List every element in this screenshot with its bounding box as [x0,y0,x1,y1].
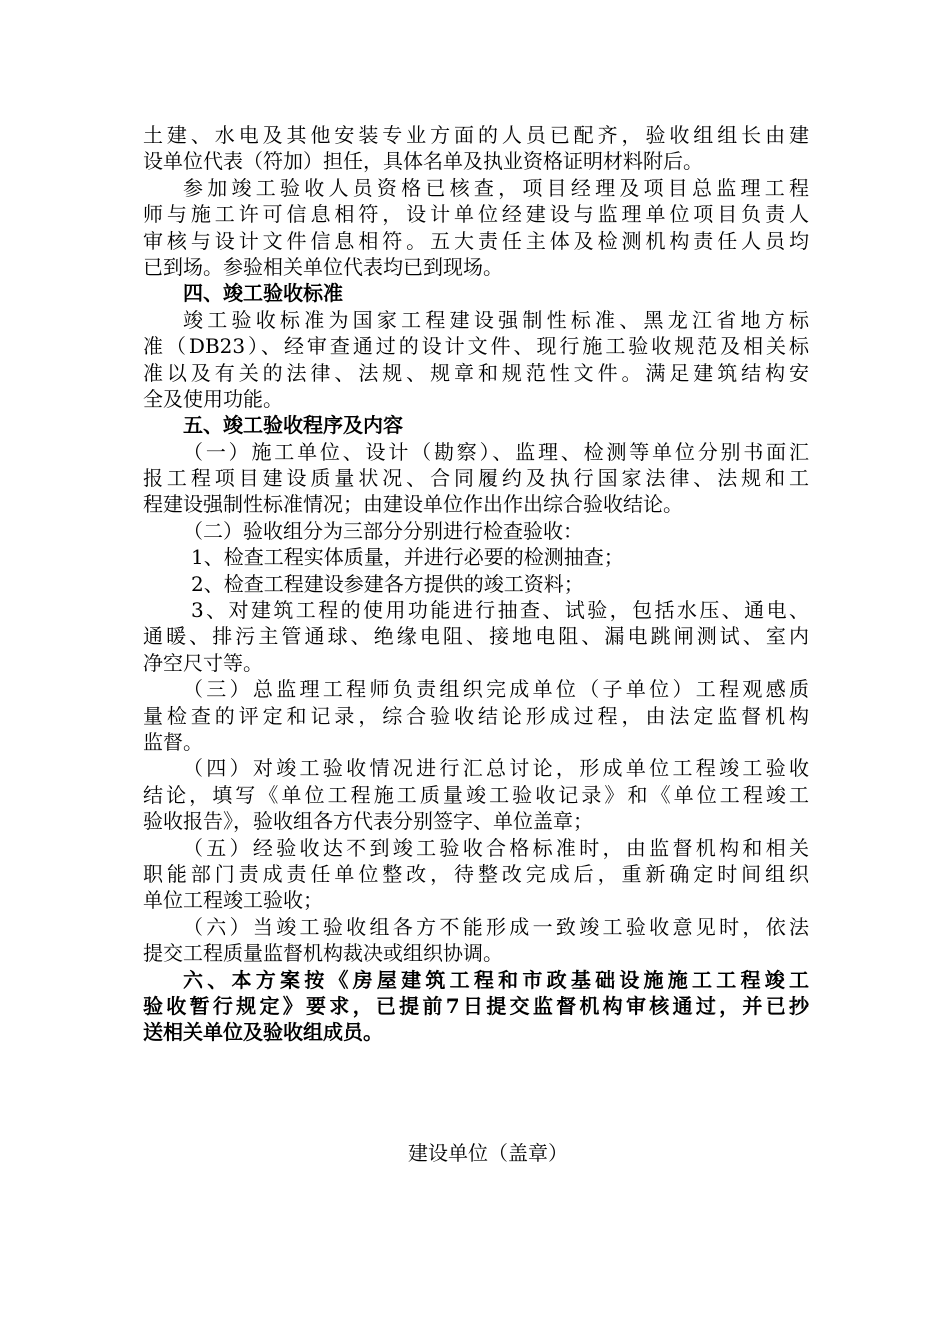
paragraph-line: 验收暂行规定》要求，已提前7日提交监督机构审核通过，并已抄 [143,993,809,1018]
list-item: 2、检查工程建设参建各方提供的竣工资料； [191,571,584,596]
paragraph-line: 净空尺寸等。 [143,650,263,675]
paragraph-line: 结论，填写《单位工程施工质量竣工验收记录》和《单位工程竣工 [143,782,809,807]
paragraph-line: 土建、水电及其他安装专业方面的人员已配齐，验收组组长由建 [143,123,809,147]
paragraph-line: 职能部门责成责任单位整改，待整改完成后，重新确定时间组织 [143,861,809,886]
signature-label: 建设单位（盖章） [408,1141,568,1165]
paragraph-line: 监督。 [143,729,203,754]
list-item: 1、检查工程实体质量，并进行必要的检测抽查； [191,545,624,570]
section-heading: 六、本方案按《房屋建筑工程和市政基础设施施工工程竣工 [183,967,809,992]
paragraph-line: 提交工程质量监督机构裁决或组织协调。 [143,941,503,966]
document-body [143,122,809,1046]
paragraph-line: 已到场。参验相关单位代表均已到现场。 [143,254,503,279]
paragraph-line: 通暖、排污主管通球、绝缘电阻、接地电阻、漏电跳闸测试、室内 [143,624,809,649]
paragraph-line: （一）施工单位、设计（勘察）、监理、检测等单位分别书面汇 [183,439,809,464]
paragraph-line: 审核与设计文件信息相符。五大责任主体及检测机构责任人员均 [143,228,809,253]
paragraph-line: 单位工程竣工验收； [143,888,323,913]
paragraph-line: 师与施工许可信息相符，设计单位经建设与监理单位项目负责人 [143,202,809,227]
section-heading: 四、竣工验收标准 [183,281,343,306]
paragraph-line: 送相关单位及验收组成员。 [143,1020,383,1045]
paragraph-line: 程建设强制性标准情况；由建设单位作出作出综合验收结论。 [143,492,683,517]
paragraph-line: 量检查的评定和记录，综合验收结论形成过程，由法定监督机构 [143,703,809,728]
paragraph-line: （六）当竣工验收组各方不能形成一致竣工验收意见时，依法 [183,914,809,939]
paragraph-line: （二）验收组分为三部分分别进行检查验收： [183,518,583,543]
paragraph-line: 验收报告》，验收组各方代表分别签字、单位盖章； [143,809,593,834]
list-item: 3、对建筑工程的使用功能进行抽查、试验，包括水压、通电、 [191,598,809,623]
paragraph-line: 全及使用功能。 [143,386,283,411]
paragraph-line: 准（DB23）、经审查通过的设计文件、现行施工验收规范及相关标 [143,334,809,359]
paragraph-line: 参加竣工验收人员资格已核查，项目经理及项目总监理工程 [183,175,809,200]
paragraph-line: 设单位代表（符加）担任，具体名单及执业资格证明材料附后。 [143,149,703,174]
paragraph-line: 竣工验收标准为国家工程建设强制性标准、黑龙江省地方标 [183,307,809,332]
paragraph-line: 报工程项目建设质量状况、合同履约及执行国家法律、法规和工 [143,466,809,491]
paragraph-line: （四）对竣工验收情况进行汇总讨论，形成单位工程竣工验收 [183,756,809,781]
paragraph-line: （三）总监理工程师负责组织完成单位（子单位）工程观感质 [183,677,809,702]
paragraph-line: （五）经验收达不到竣工验收合格标准时，由监督机构和相关 [183,835,809,860]
section-heading: 五、竣工验收程序及内容 [183,413,403,438]
paragraph-line: 准以及有关的法律、法规、规章和规范性文件。满足建筑结构安 [143,360,809,385]
